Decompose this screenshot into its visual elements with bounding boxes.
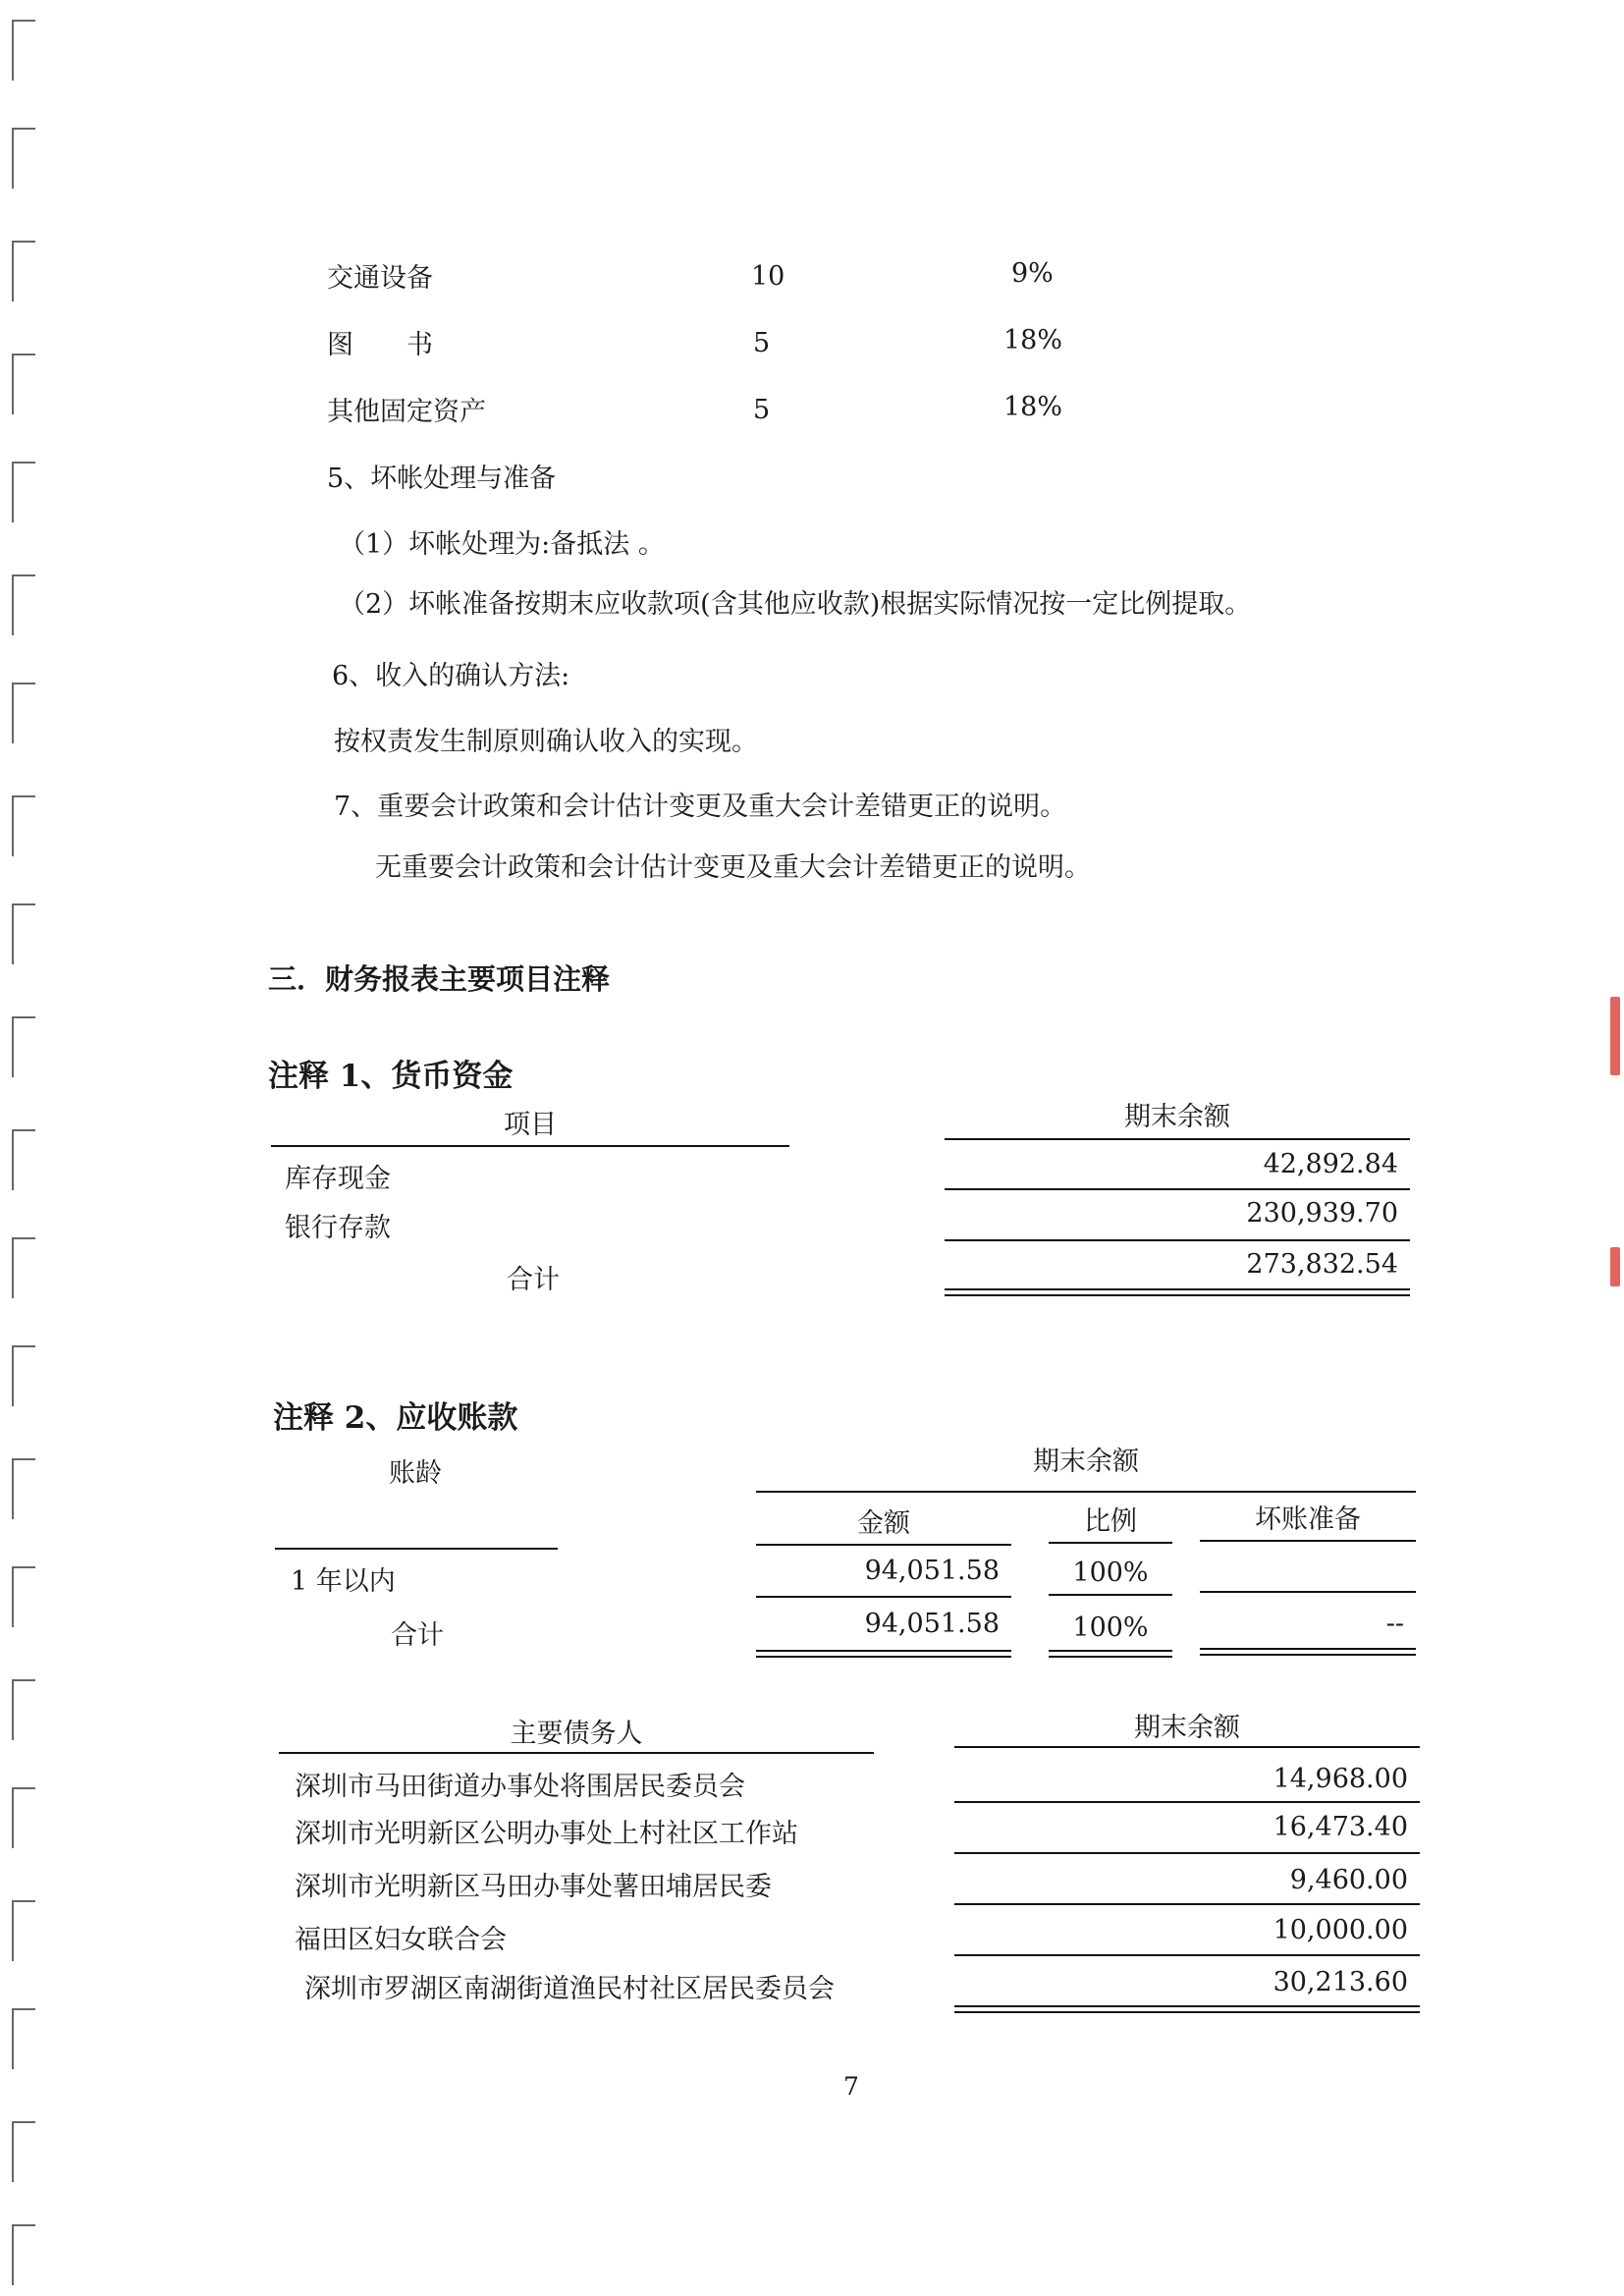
note2-row-rule xyxy=(1049,1594,1172,1596)
binding-bracket xyxy=(12,1679,35,1740)
note2-row-age: 1 年以内 xyxy=(291,1566,396,1597)
binding-bracket xyxy=(12,1900,35,1961)
note2-title: 注释 2、应收账款 xyxy=(273,1400,518,1436)
note2-total-amount: 94,051.58 xyxy=(864,1609,1000,1639)
note2-col-age: 账龄 xyxy=(389,1458,442,1489)
note2-col-ratio: 比例 xyxy=(1084,1506,1137,1537)
depreciation-years: 5 xyxy=(753,395,771,425)
note1-row-item: 银行存款 xyxy=(285,1213,391,1243)
note2-row-rule xyxy=(1200,1591,1416,1593)
section-title: 三．财务报表主要项目注释 xyxy=(268,962,611,996)
note1-total-balance: 273,832.54 xyxy=(1246,1249,1398,1280)
binding-bracket xyxy=(12,2121,35,2182)
debtors-row-rule xyxy=(954,1801,1420,1803)
note1-col-balance: 期末余额 xyxy=(1124,1102,1230,1132)
debtors-row-rule xyxy=(954,1903,1420,1905)
depreciation-years: 5 xyxy=(753,328,771,358)
note2-total-double-rule xyxy=(1200,1648,1416,1656)
binding-marks xyxy=(0,0,59,2296)
binding-bracket xyxy=(12,795,35,856)
note1-row-item: 库存现金 xyxy=(285,1164,391,1194)
debtors-total-double-rule xyxy=(954,2005,1420,2013)
revenue-text: 按权责发生制原则确认收入的实现。 xyxy=(334,727,758,757)
debtor-balance: 16,473.40 xyxy=(1272,1812,1408,1842)
debtors-header-rule xyxy=(279,1752,874,1754)
note1-title: 注释 1、货币资金 xyxy=(268,1059,514,1094)
binding-bracket xyxy=(12,1566,35,1627)
debtor-balance: 10,000.00 xyxy=(1272,1915,1408,1945)
note2-row-amount: 94,051.58 xyxy=(864,1556,1000,1586)
note1-row-rule xyxy=(945,1239,1410,1241)
debtor-name: 深圳市光明新区马田办事处薯田埔居民委 xyxy=(295,1872,772,1902)
binding-bracket xyxy=(12,683,35,743)
depreciation-name: 其他固定资产 xyxy=(327,397,486,427)
depreciation-years: 10 xyxy=(751,261,785,292)
depreciation-rate: 18% xyxy=(1003,325,1063,355)
note1-total-double-rule xyxy=(945,1288,1410,1296)
note2-total-label: 合计 xyxy=(391,1620,444,1651)
binding-bracket xyxy=(12,903,35,964)
note1-col-item: 项目 xyxy=(504,1110,557,1140)
binding-bracket xyxy=(12,354,35,414)
binding-bracket xyxy=(12,20,35,81)
binding-bracket xyxy=(12,1787,35,1848)
note2-total-provision: -- xyxy=(1385,1609,1404,1639)
debtor-balance: 9,460.00 xyxy=(1289,1865,1408,1895)
note1-row-balance: 42,892.84 xyxy=(1263,1149,1398,1179)
debtors-col-balance: 期末余额 xyxy=(1134,1713,1240,1743)
binding-bracket xyxy=(12,1345,35,1406)
binding-bracket xyxy=(12,1129,35,1190)
note2-row-ratio: 100% xyxy=(1072,1558,1149,1588)
debtor-name: 深圳市罗湖区南湖街道渔民村社区居民委员会 xyxy=(304,1974,835,2004)
debtors-row-rule xyxy=(954,1852,1420,1854)
note1-row-rule xyxy=(945,1188,1410,1190)
debtors-row-rule xyxy=(954,1954,1420,1956)
binding-bracket xyxy=(12,128,35,189)
note2-total-double-rule xyxy=(756,1650,1011,1658)
binding-bracket xyxy=(12,1458,35,1519)
debtors-header-rule xyxy=(954,1746,1420,1748)
depreciation-name: 图 书 xyxy=(327,330,433,360)
note1-row-balance: 230,939.70 xyxy=(1246,1198,1398,1229)
note2-group-rule xyxy=(756,1491,1416,1493)
note2-subheader-rule xyxy=(1049,1542,1172,1544)
debtor-balance: 14,968.00 xyxy=(1272,1764,1408,1794)
note1-header-rule xyxy=(945,1138,1410,1140)
bad-debt-heading: 5、坏帐处理与准备 xyxy=(327,464,557,494)
revenue-heading: 6、收入的确认方法: xyxy=(332,661,570,691)
debtor-name: 福田区妇女联合会 xyxy=(295,1925,507,1955)
note2-col-provision: 坏账准备 xyxy=(1255,1504,1361,1535)
note2-total-ratio: 100% xyxy=(1072,1613,1149,1643)
binding-bracket xyxy=(12,574,35,635)
seal-edge-mark xyxy=(1610,1247,1620,1286)
debtors-col-debtor: 主要债务人 xyxy=(510,1719,643,1749)
note2-col-balance-group: 期末余额 xyxy=(1033,1447,1139,1477)
binding-bracket xyxy=(12,2008,35,2069)
note1-header-rule xyxy=(271,1145,789,1147)
depreciation-rate: 18% xyxy=(1003,392,1063,422)
binding-bracket xyxy=(12,2224,35,2285)
bad-debt-item-2: （2）坏帐准备按期末应收款项(含其他应收款)根据实际情况按一定比例提取。 xyxy=(339,589,1252,620)
debtor-balance: 30,213.60 xyxy=(1272,1967,1408,1997)
policy-changes-heading: 7、重要会计政策和会计估计变更及重大会计差错更正的说明。 xyxy=(334,792,1067,822)
policy-changes-text: 无重要会计政策和会计估计变更及重大会计差错更正的说明。 xyxy=(375,852,1091,883)
note2-subheader-rule xyxy=(756,1544,1011,1546)
binding-bracket xyxy=(12,462,35,522)
page-number: 7 xyxy=(843,2072,859,2101)
binding-bracket xyxy=(12,241,35,301)
note2-row-rule xyxy=(756,1596,1011,1598)
note2-total-double-rule xyxy=(1049,1650,1172,1658)
depreciation-name: 交通设备 xyxy=(327,263,433,294)
seal-edge-mark xyxy=(1610,997,1620,1075)
binding-bracket xyxy=(12,1016,35,1077)
debtor-name: 深圳市马田街道办事处将围居民委员会 xyxy=(295,1772,745,1802)
note2-age-rule xyxy=(275,1548,558,1550)
note2-subheader-rule xyxy=(1200,1540,1416,1542)
bad-debt-item-1: （1）坏帐处理为:备抵法 。 xyxy=(339,529,665,560)
debtor-name: 深圳市光明新区公明办事处上村社区工作站 xyxy=(295,1819,798,1849)
note2-col-amount: 金额 xyxy=(857,1508,910,1539)
binding-bracket xyxy=(12,1237,35,1298)
depreciation-rate: 9% xyxy=(1011,258,1054,289)
note1-total-label: 合计 xyxy=(507,1265,560,1295)
